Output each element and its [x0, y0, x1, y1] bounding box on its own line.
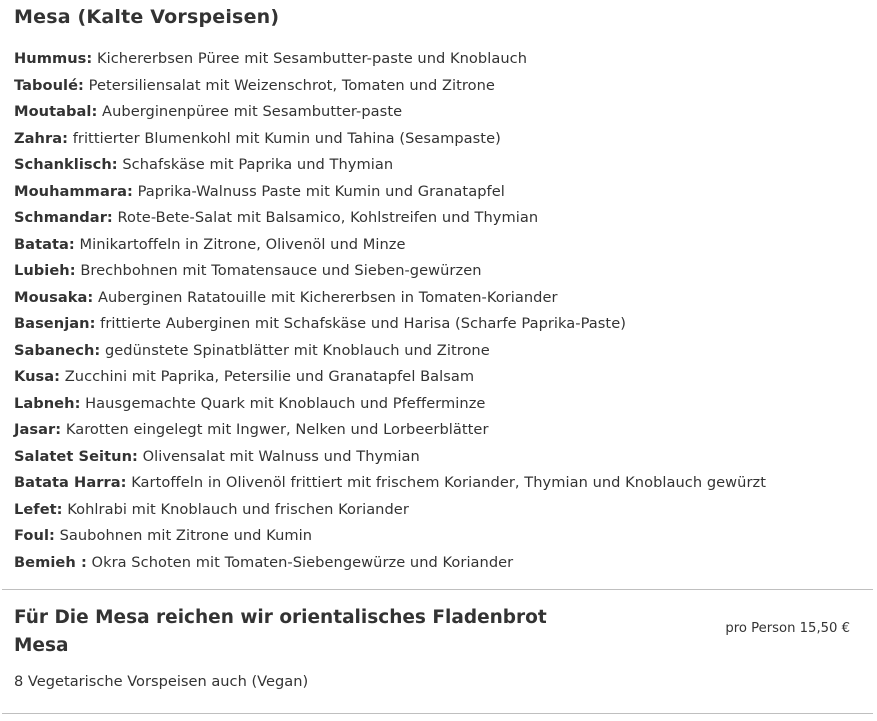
menu-item: [14, 444, 766, 471]
menu-item-description: frittierter Blumenkohl mit Kumin und Tahina (Sesampaste): [68, 129, 501, 147]
menu-item-name: Schmandar:: [14, 209, 113, 226]
menu-item: [14, 126, 766, 153]
menu-item-name: Bemieh :: [14, 553, 87, 571]
menu-item-description: Karotten eingelegt mit Ingwer, Nelken und Lorbeerblätter: [61, 421, 489, 438]
offer-price: pro Person 15,50 €: [725, 621, 850, 636]
menu-item-name: Salatet Seitun:: [14, 447, 138, 465]
offer-title-line: Für Die Mesa reichen wir orientalisches Fladenbrot: [14, 607, 547, 628]
menu-item-name: Zahra:: [14, 129, 69, 147]
menu-item-name: Schanklisch:: [14, 156, 118, 173]
menu-item-name: Jasar:: [14, 421, 62, 438]
menu-item-name: Taboulé:: [14, 76, 84, 94]
menu-item-name: Labneh:: [14, 394, 81, 412]
menu-item: [14, 46, 766, 73]
menu-item-name: Hummus:: [14, 50, 93, 67]
menu-item-list: [14, 46, 766, 576]
menu-item-description: Okra Schoten mit Tomaten-Siebengewürze und Koriander: [86, 553, 514, 571]
menu-item: [14, 179, 766, 206]
menu-item-name: Lefet:: [14, 500, 63, 518]
menu-item-name: Lubieh:: [14, 262, 76, 279]
menu-item-description: Zucchini mit Paprika, Petersilie und Granatapfel Balsam: [60, 368, 475, 385]
menu-item-name: Mouhammara:: [14, 182, 133, 200]
menu-item-name: Moutabal:: [14, 103, 98, 120]
menu-item-description: Olivensalat mit Walnuss und Thymian: [137, 447, 420, 465]
menu-item-description: Minikartoffeln in Zitrone, Olivenöl und Minze: [74, 235, 406, 253]
menu-item: [14, 523, 766, 550]
menu-item-name: Kusa:: [14, 368, 61, 385]
offer-note: 8 Vegetarische Vorspeisen auch (Vegan): [14, 673, 309, 690]
menu-item: [14, 364, 766, 391]
divider: [2, 713, 873, 714]
menu-item-name: Sabanech:: [14, 341, 101, 359]
offer-title: [14, 604, 614, 660]
menu-item-name: Mousaka:: [14, 288, 94, 306]
menu-item: [14, 258, 766, 285]
menu-item-description: Paprika-Walnuss Paste mit Kumin und Granatapfel: [132, 182, 505, 200]
menu-item-description: Kartoffeln in Olivenöl frittiert mit frischem Koriander, Thymian und Knoblauch gewürzt: [126, 474, 767, 491]
menu-item: [14, 417, 766, 444]
menu-item: [14, 338, 766, 365]
menu-item-description: Rote-Bete-Salat mit Balsamico, Kohlstreifen und Thymian: [112, 209, 539, 226]
menu-item-description: Auberginenpüree mit Sesambutter-paste: [97, 103, 403, 120]
menu-item: [14, 550, 766, 577]
menu-item: [14, 470, 766, 497]
menu-item-description: Kohlrabi mit Knoblauch und frischen Koriander: [62, 500, 409, 518]
offer-title-line: Mesa: [14, 635, 69, 656]
menu-item-description: Kichererbsen Püree mit Sesambutter-paste und Knoblauch: [92, 50, 527, 67]
menu-item-name: Basenjan:: [14, 315, 96, 332]
menu-item-description: gedünstete Spinatblätter mit Knoblauch und Zitrone: [100, 341, 490, 359]
menu-item: [14, 391, 766, 418]
menu-item-name: Foul:: [14, 527, 55, 544]
menu-item-description: Auberginen Ratatouille mit Kichererbsen in Tomaten-Koriander: [93, 288, 558, 306]
menu-item-description: Hausgemachte Quark mit Knoblauch und Pfefferminze: [80, 394, 486, 412]
divider: [2, 589, 873, 590]
menu-item: [14, 497, 766, 524]
menu-item-name: Batata Harra:: [14, 474, 127, 491]
menu-item-description: Schafskäse mit Paprika und Thymian: [117, 156, 394, 173]
menu-item: [14, 311, 766, 338]
menu-item: [14, 285, 766, 312]
menu-item-description: Brechbohnen mit Tomatensauce und Sieben-gewürzen: [75, 262, 482, 279]
menu-item-description: Saubohnen mit Zitrone und Kumin: [54, 527, 313, 544]
section-title: Mesa (Kalte Vorspeisen): [14, 6, 280, 28]
menu-item: [14, 232, 766, 259]
menu-item: [14, 205, 766, 232]
menu-item-description: frittierte Auberginen mit Schafskäse und Harisa (Scharfe Paprika-Paste): [95, 315, 626, 332]
menu-item: [14, 73, 766, 100]
menu-item-name: Batata:: [14, 235, 75, 253]
menu-item: [14, 152, 766, 179]
menu-item: [14, 99, 766, 126]
menu-item-description: Petersiliensalat mit Weizenschrot, Tomaten und Zitrone: [83, 76, 495, 94]
